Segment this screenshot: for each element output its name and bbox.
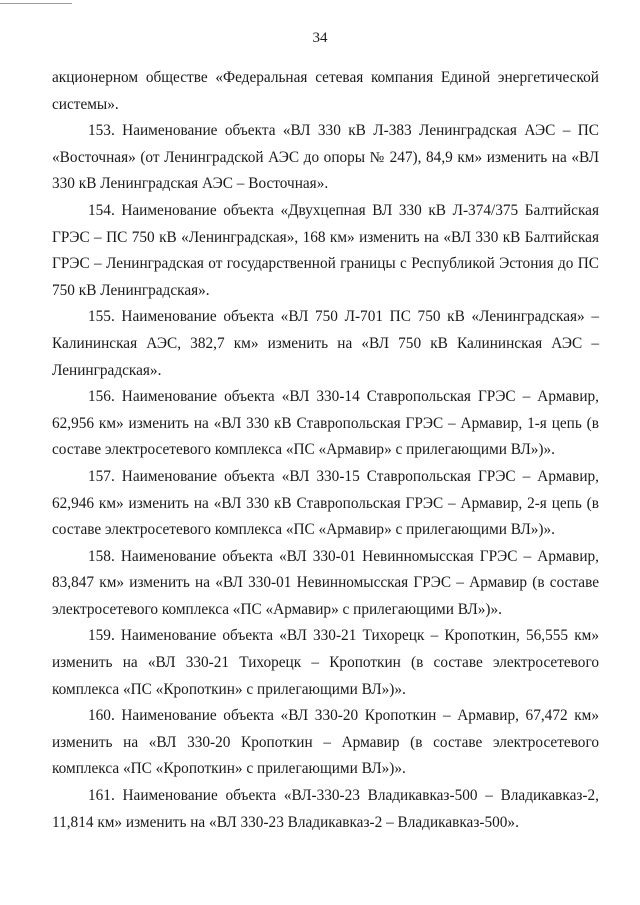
document-body [52,65,599,836]
scan-edge-line [0,3,72,4]
paragraph-item-157: 157. Наименование объекта «ВЛ 330-15 Ставропольская ГРЭС – Армавир, 62,946 км» изменить на «ВЛ 330 кВ Ставропольская ГРЭС – Армавир, 2-я цепь (в составе электросетевого комплекса «ПС «Армавир» с прилегающими ВЛ»)». [52,467,599,539]
paragraph-item-160: 160. Наименование объекта «ВЛ 330-20 Кропоткин – Армавир, 67,472 км» изменить на «ВЛ 330-20 Кропоткин – Армавир (в составе электросетевого комплекса «ПС «Кропоткин» с прилегающими ВЛ»)». [52,707,599,778]
paragraph-item-161: 161. Наименование объекта «ВЛ-330-23 Владикавказ-500 – Владикавказ-2, 11,814 км» изменить на «ВЛ 330-23 Владикавказ-2 – Владикавказ-500». [52,787,599,831]
paragraph-item-159: 159. Наименование объекта «ВЛ 330-21 Тихорецк – Кропоткин, 56,555 км» изменить на «ВЛ 330-21 Тихорецк – Кропоткин (в составе электросетевого комплекса «ПС «Кропоткин» с прилегающими ВЛ»)». [52,627,599,698]
paragraph-item-155: 155. Наименование объекта «ВЛ 750 Л-701 ПС 750 кВ «Ленинградская» – Калининская АЭС, 382,7 км» изменить на «ВЛ 750 кВ Калининская АЭС – Ленинградская». [52,308,599,379]
paragraph-item-158: 158. Наименование объекта «ВЛ 330-01 Невинномысская ГРЭС – Армавир, 83,847 км» изменить на «ВЛ 330-01 Невинномысская ГРЭС – Армавир (в составе электросетевого комплекса «ПС «Армавир» с прилегающими ВЛ»)». [52,547,599,618]
paragraph-item-154: 154. Наименование объекта «Двухцепная ВЛ 330 кВ Л-374/375 Балтийская ГРЭС – ПС 750 кВ «Ленинградская», 168 км» изменить на «ВЛ 330 кВ Балтийская ГРЭС – Ленинградская от государственной границы с Республикой Эстония до ПС 750 кВ Ленинградская». [52,201,599,299]
paragraph-continuation: акционерном обществе «Федеральная сетевая компания Единой энергетической системы». [52,69,599,113]
page-number: 34 [312,30,328,46]
paragraph-item-156: 156. Наименование объекта «ВЛ 330-14 Ставропольская ГРЭС – Армавир, 62,956 км» изменить на «ВЛ 330 кВ Ставропольская ГРЭС – Армавир, 1-я цепь (в составе электросетевого комплекса «ПС «Армавир» с прилегающими ВЛ»)». [52,388,599,459]
paragraph-item-153: 153. Наименование объекта «ВЛ 330 кВ Л-383 Ленинградская АЭС – ПС «Восточная» (от Ленинградской АЭС до опоры № 247), 84,9 км» изменить на «ВЛ 330 кВ Ленинградская АЭС – Восточная». [52,122,599,193]
